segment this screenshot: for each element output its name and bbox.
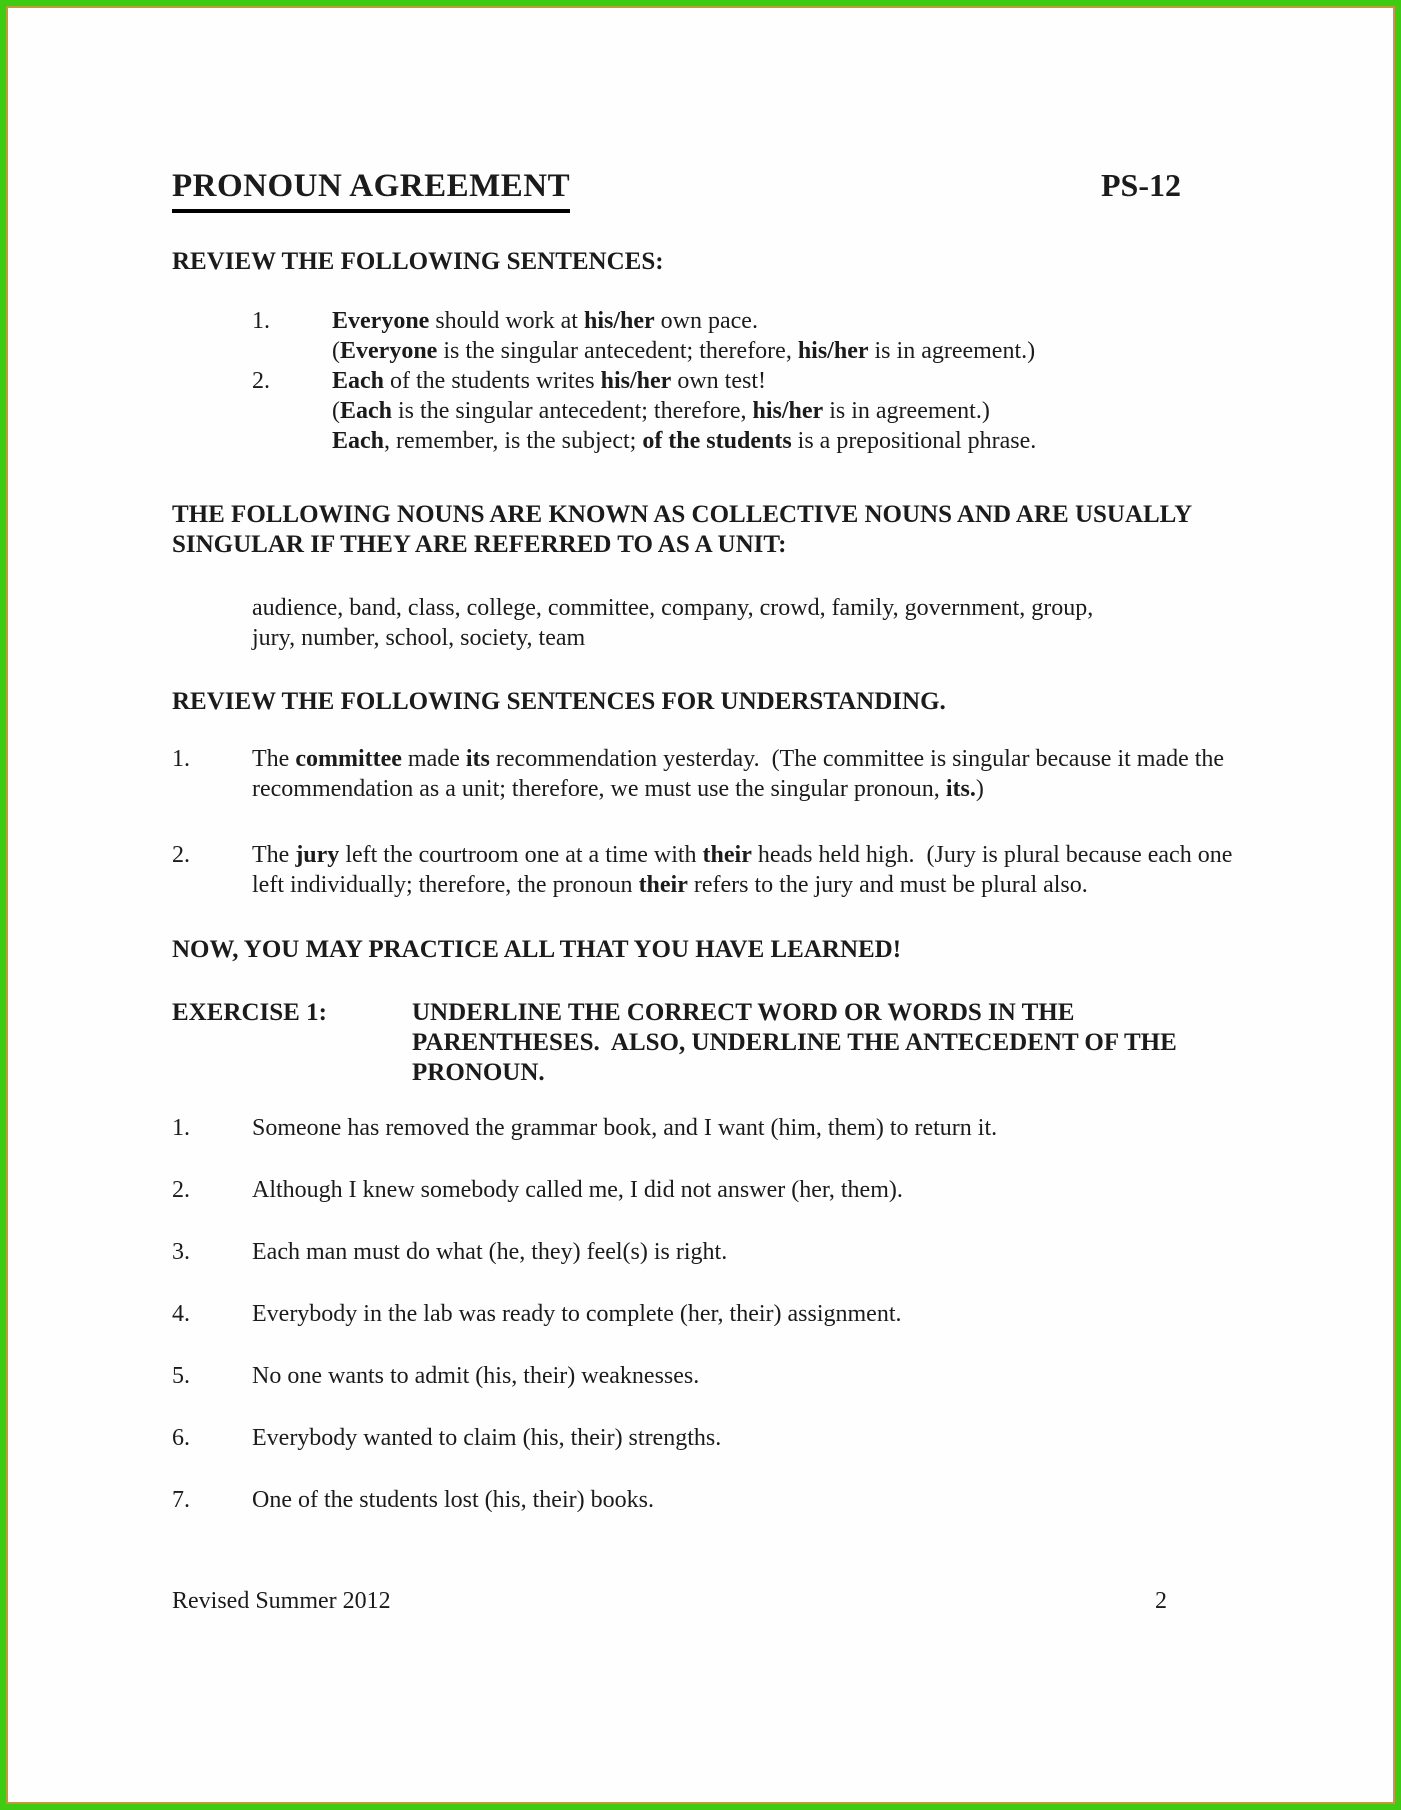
exercise-item: [172, 1423, 1241, 1453]
list-item: [172, 744, 1241, 804]
exercise-item: [172, 1113, 1241, 1143]
exercise-item-list: [172, 1113, 1241, 1515]
exercise-item-text: Someone has removed the grammar book, and I want (him, them) to return it.: [252, 1115, 998, 1141]
example-sentence-list: [172, 306, 1241, 456]
exercise-item: [172, 1237, 1241, 1267]
section-heading-review-understanding: REVIEW THE FOLLOWING SENTENCES FOR UNDERSTANDING.: [172, 688, 946, 715]
exercise-item-text: Everybody in the lab was ready to complete (her, their) assignment.: [252, 1301, 902, 1327]
list-item: [252, 306, 1241, 366]
exercise-instruction-text: UNDERLINE THE CORRECT WORD OR WORDS IN THE PARENTHESES. ALSO, UNDERLINE THE ANTECEDENT OF THE PRONOUN.: [412, 999, 1184, 1086]
list-item-number: 7.: [172, 1487, 190, 1513]
page-inner-frame: [6, 6, 1395, 1804]
list-item-number: 3.: [172, 1239, 190, 1265]
exercise-item-text: One of the students lost (his, their) books.: [252, 1487, 654, 1513]
list-item-number: 2.: [252, 368, 270, 394]
sentence-line: (Everyone is the singular antecedent; therefore, his/her is in agreement.): [332, 338, 1036, 364]
exercise-item: [172, 1485, 1241, 1515]
list-item-number: 1.: [172, 746, 190, 772]
collective-nouns-list: audience, band, class, college, committee, company, crowd, family, government, group, jury, number, school, society, team: [252, 595, 1094, 651]
list-item-number: 6.: [172, 1425, 190, 1451]
list-item-number: 5.: [172, 1363, 190, 1389]
list-item-body: The committee made its recommendation yesterday. (The committee is singular because it made the recommendation as a unit; therefore, we must use the singular pronoun, its.): [252, 746, 1231, 802]
list-item: [172, 840, 1241, 900]
exercise-item: [172, 1361, 1241, 1391]
understanding-sentence-list: [172, 744, 1241, 900]
list-item-number: 2.: [172, 1177, 190, 1203]
sentence-line: Each, remember, is the subject; of the students is a prepositional phrase.: [332, 428, 1037, 454]
list-item: [252, 366, 1241, 456]
page-footer: [172, 1586, 1241, 1616]
revision-note: Revised Summer 2012: [172, 1588, 391, 1614]
exercise-item: [172, 1175, 1241, 1205]
list-item-body: [332, 306, 1241, 366]
page-number: 2: [1155, 1588, 1167, 1614]
document-header: [172, 166, 1241, 213]
exercise-item: [172, 1299, 1241, 1329]
sentence-line: Each of the students writes his/her own test!: [332, 368, 766, 394]
section-heading-collective-nouns: THE FOLLOWING NOUNS ARE KNOWN AS COLLECTIVE NOUNS AND ARE USUALLY SINGULAR IF THEY ARE REFERRED TO AS A UNIT:: [172, 501, 1192, 558]
page-title: PRONOUN AGREEMENT: [172, 166, 570, 213]
list-item-number: 1.: [252, 308, 270, 334]
list-item-body: [332, 366, 1241, 456]
exercise-label: EXERCISE 1:: [172, 999, 327, 1026]
list-item-number: 4.: [172, 1301, 190, 1327]
exercise-1-instructions: [172, 998, 1241, 1088]
exercise-item-text: Everybody wanted to claim (his, their) strengths.: [252, 1425, 722, 1451]
section-heading-review-sentences: REVIEW THE FOLLOWING SENTENCES:: [172, 248, 664, 275]
exercise-item-text: Although I knew somebody called me, I did not answer (her, them).: [252, 1177, 903, 1203]
practice-banner: NOW, YOU MAY PRACTICE ALL THAT YOU HAVE LEARNED!: [172, 936, 902, 963]
list-item-number: 1.: [172, 1115, 190, 1141]
document-code: PS-12: [1101, 167, 1181, 203]
exercise-item-text: Each man must do what (he, they) feel(s) is right.: [252, 1239, 728, 1265]
sentence-line: Everyone should work at his/her own pace.: [332, 308, 758, 334]
list-item-body: The jury left the courtroom one at a time with their heads held high. (Jury is plural because each one left individually; therefore, the pronoun their refers to the jury and must be plural also.: [252, 842, 1239, 898]
list-item-number: 2.: [172, 842, 190, 868]
exercise-item-text: No one wants to admit (his, their) weaknesses.: [252, 1363, 700, 1389]
sentence-line: (Each is the singular antecedent; therefore, his/her is in agreement.): [332, 398, 990, 424]
